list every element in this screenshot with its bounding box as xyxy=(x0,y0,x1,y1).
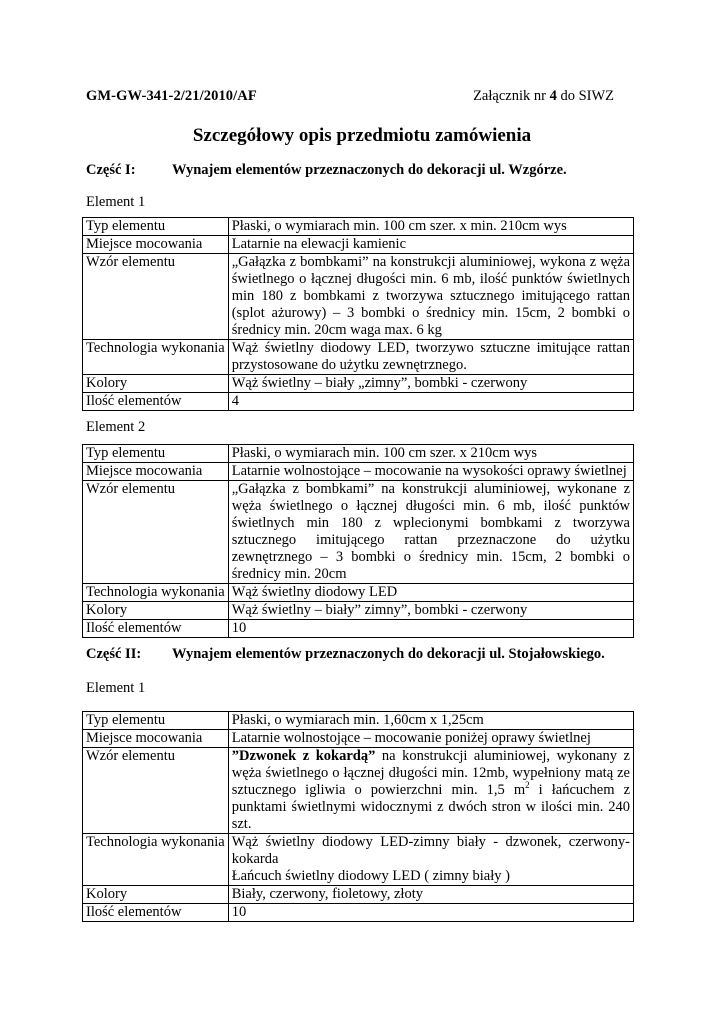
page-title: Szczegółowy opis przedmiotu zamówienia xyxy=(192,125,532,146)
table-row xyxy=(83,340,634,375)
row-key: Kolory xyxy=(83,375,229,393)
row-key: Wzór elementu xyxy=(83,748,229,834)
row-value-text-end: i łańcuchem z punktami świetlnymi widocznymi z dwóch stron w ilości min. 240 szt. xyxy=(231,782,630,832)
row-key: Miejsce mocowania xyxy=(83,463,229,481)
row-key: Ilość elementów xyxy=(83,393,229,411)
row-key: Ilość elementów xyxy=(83,620,229,638)
row-value: Płaski, o wymiarach min. 100 cm szer. x 210cm wys xyxy=(228,445,633,463)
row-value-text: na konstrukcji aluminiowej, wykonany z węża świetlnego o łącznej długości min. 12mb, wypełniony matą ze sztucznego igliwia o powierzchni min. 1,5 m xyxy=(231,748,630,798)
row-value: Latarnie wolnostojące – mocowanie poniżej oprawy świetlnej xyxy=(228,730,633,748)
document-code: GM-GW-341-2/21/2010/AF xyxy=(86,88,257,104)
part-2-description: Wynajem elementów przeznaczonych do dekoracji ul. Stojałowskiego. xyxy=(172,646,605,662)
row-key: Kolory xyxy=(83,886,229,904)
table-row xyxy=(83,620,634,638)
row-value: 10 xyxy=(228,904,633,922)
table-row xyxy=(83,254,634,340)
table-row xyxy=(83,886,634,904)
row-value xyxy=(228,834,633,886)
table-row xyxy=(83,904,634,922)
row-key: Technologia wykonania xyxy=(83,584,229,602)
table-row xyxy=(83,393,634,411)
part-1-heading xyxy=(86,162,567,179)
row-value: Płaski, o wymiarach min. 100 cm szer. x min. 210cm wys xyxy=(228,218,633,236)
table-row xyxy=(83,712,634,730)
row-value: 4 xyxy=(228,393,633,411)
table-row xyxy=(83,834,634,886)
row-key: Kolory xyxy=(83,602,229,620)
part-1-element-2-label: Element 2 xyxy=(86,419,146,435)
row-value: 10 xyxy=(228,620,633,638)
part-2-element-1-table xyxy=(82,711,634,922)
row-key: Miejsce mocowania xyxy=(83,236,229,254)
table-row xyxy=(83,375,634,393)
row-key: Typ elementu xyxy=(83,218,229,236)
row-value: Latarnie wolnostojące – mocowanie na wysokości oprawy świetlnej xyxy=(228,463,633,481)
row-value: Latarnie na elewacji kamienic xyxy=(228,236,633,254)
row-value: „Gałązka z bombkami” na konstrukcji aluminiowej, wykonane z węża świetlnego o łącznej długości min. 6 mb, ilość punktów świetlnych min 180 z wplecionymi bombkami z tworzywa sztucznego imitującego rattan przeznaczone do użytku zewnętrznego – 3 bombki o średnicy min. 15cm, 2 bombki o średnicy min. 20cm xyxy=(228,481,633,584)
row-value: Wąż świetlny – biały „zimny”, bombki - czerwony xyxy=(228,375,633,393)
table-row xyxy=(83,218,634,236)
table-row xyxy=(83,584,634,602)
table-row xyxy=(83,730,634,748)
part-2-label: Część II: xyxy=(86,646,142,662)
row-key: Wzór elementu xyxy=(83,481,229,584)
product-name: ”Dzwonek z kokardą” xyxy=(231,748,376,764)
part-2-element-1-label: Element 1 xyxy=(86,680,146,696)
row-value: Płaski, o wymiarach min. 1,60cm x 1,25cm xyxy=(228,712,633,730)
row-value: Biały, czerwony, fioletowy, złoty xyxy=(228,886,633,904)
row-key: Technologia wykonania xyxy=(83,834,229,886)
table-row xyxy=(83,236,634,254)
row-value-line-1: Wąż świetlny diodowy LED-zimny biały - dzwonek, czerwony-kokarda xyxy=(231,834,630,867)
table-row xyxy=(83,445,634,463)
attachment-prefix: Załącznik nr xyxy=(473,88,546,104)
row-key: Typ elementu xyxy=(83,445,229,463)
table-row xyxy=(83,748,634,834)
row-value: Wąż świetlny – biały” zimny”, bombki - czerwony xyxy=(228,602,633,620)
part-1-label: Część I: xyxy=(86,162,136,178)
part-1-element-1-label: Element 1 xyxy=(86,194,146,210)
part-1-element-1-table xyxy=(82,217,634,411)
row-value xyxy=(228,748,633,834)
row-key: Miejsce mocowania xyxy=(83,730,229,748)
part-1-element-2-table xyxy=(82,444,634,638)
row-key: Wzór elementu xyxy=(83,254,229,340)
row-value: Wąż świetlny diodowy LED, tworzywo sztuczne imitujące rattan przystosowane do użytku zewnętrznego. xyxy=(228,340,633,375)
attachment-label xyxy=(473,88,614,105)
row-value: Wąż świetlny diodowy LED xyxy=(228,584,633,602)
table-row xyxy=(83,463,634,481)
table-row xyxy=(83,481,634,584)
attachment-suffix: do SIWZ xyxy=(560,88,614,104)
row-value: „Gałązka z bombkami” na konstrukcji aluminiowej, wykona z węża świetlnego o łącznej długości min. 6 mb, ilość punktów świetlnych min 180 z bombkami z tworzywa sztucznego imitującego rattan (splot ażurowy) – 3 bombki o średnicy min. 15cm, 2 bombki o średnicy min. 20cm waga max. 6 kg xyxy=(228,254,633,340)
table-row xyxy=(83,602,634,620)
superscript: 2 xyxy=(525,780,530,791)
part-2-heading xyxy=(86,646,605,663)
attachment-number: 4 xyxy=(549,88,557,104)
row-key: Typ elementu xyxy=(83,712,229,730)
row-value-line-2: Łańcuch świetlny diodowy LED ( zimny biały ) xyxy=(231,868,510,884)
part-1-description: Wynajem elementów przeznaczonych do dekoracji ul. Wzgórze. xyxy=(172,162,567,178)
row-key: Ilość elementów xyxy=(83,904,229,922)
row-key: Technologia wykonania xyxy=(83,340,229,375)
